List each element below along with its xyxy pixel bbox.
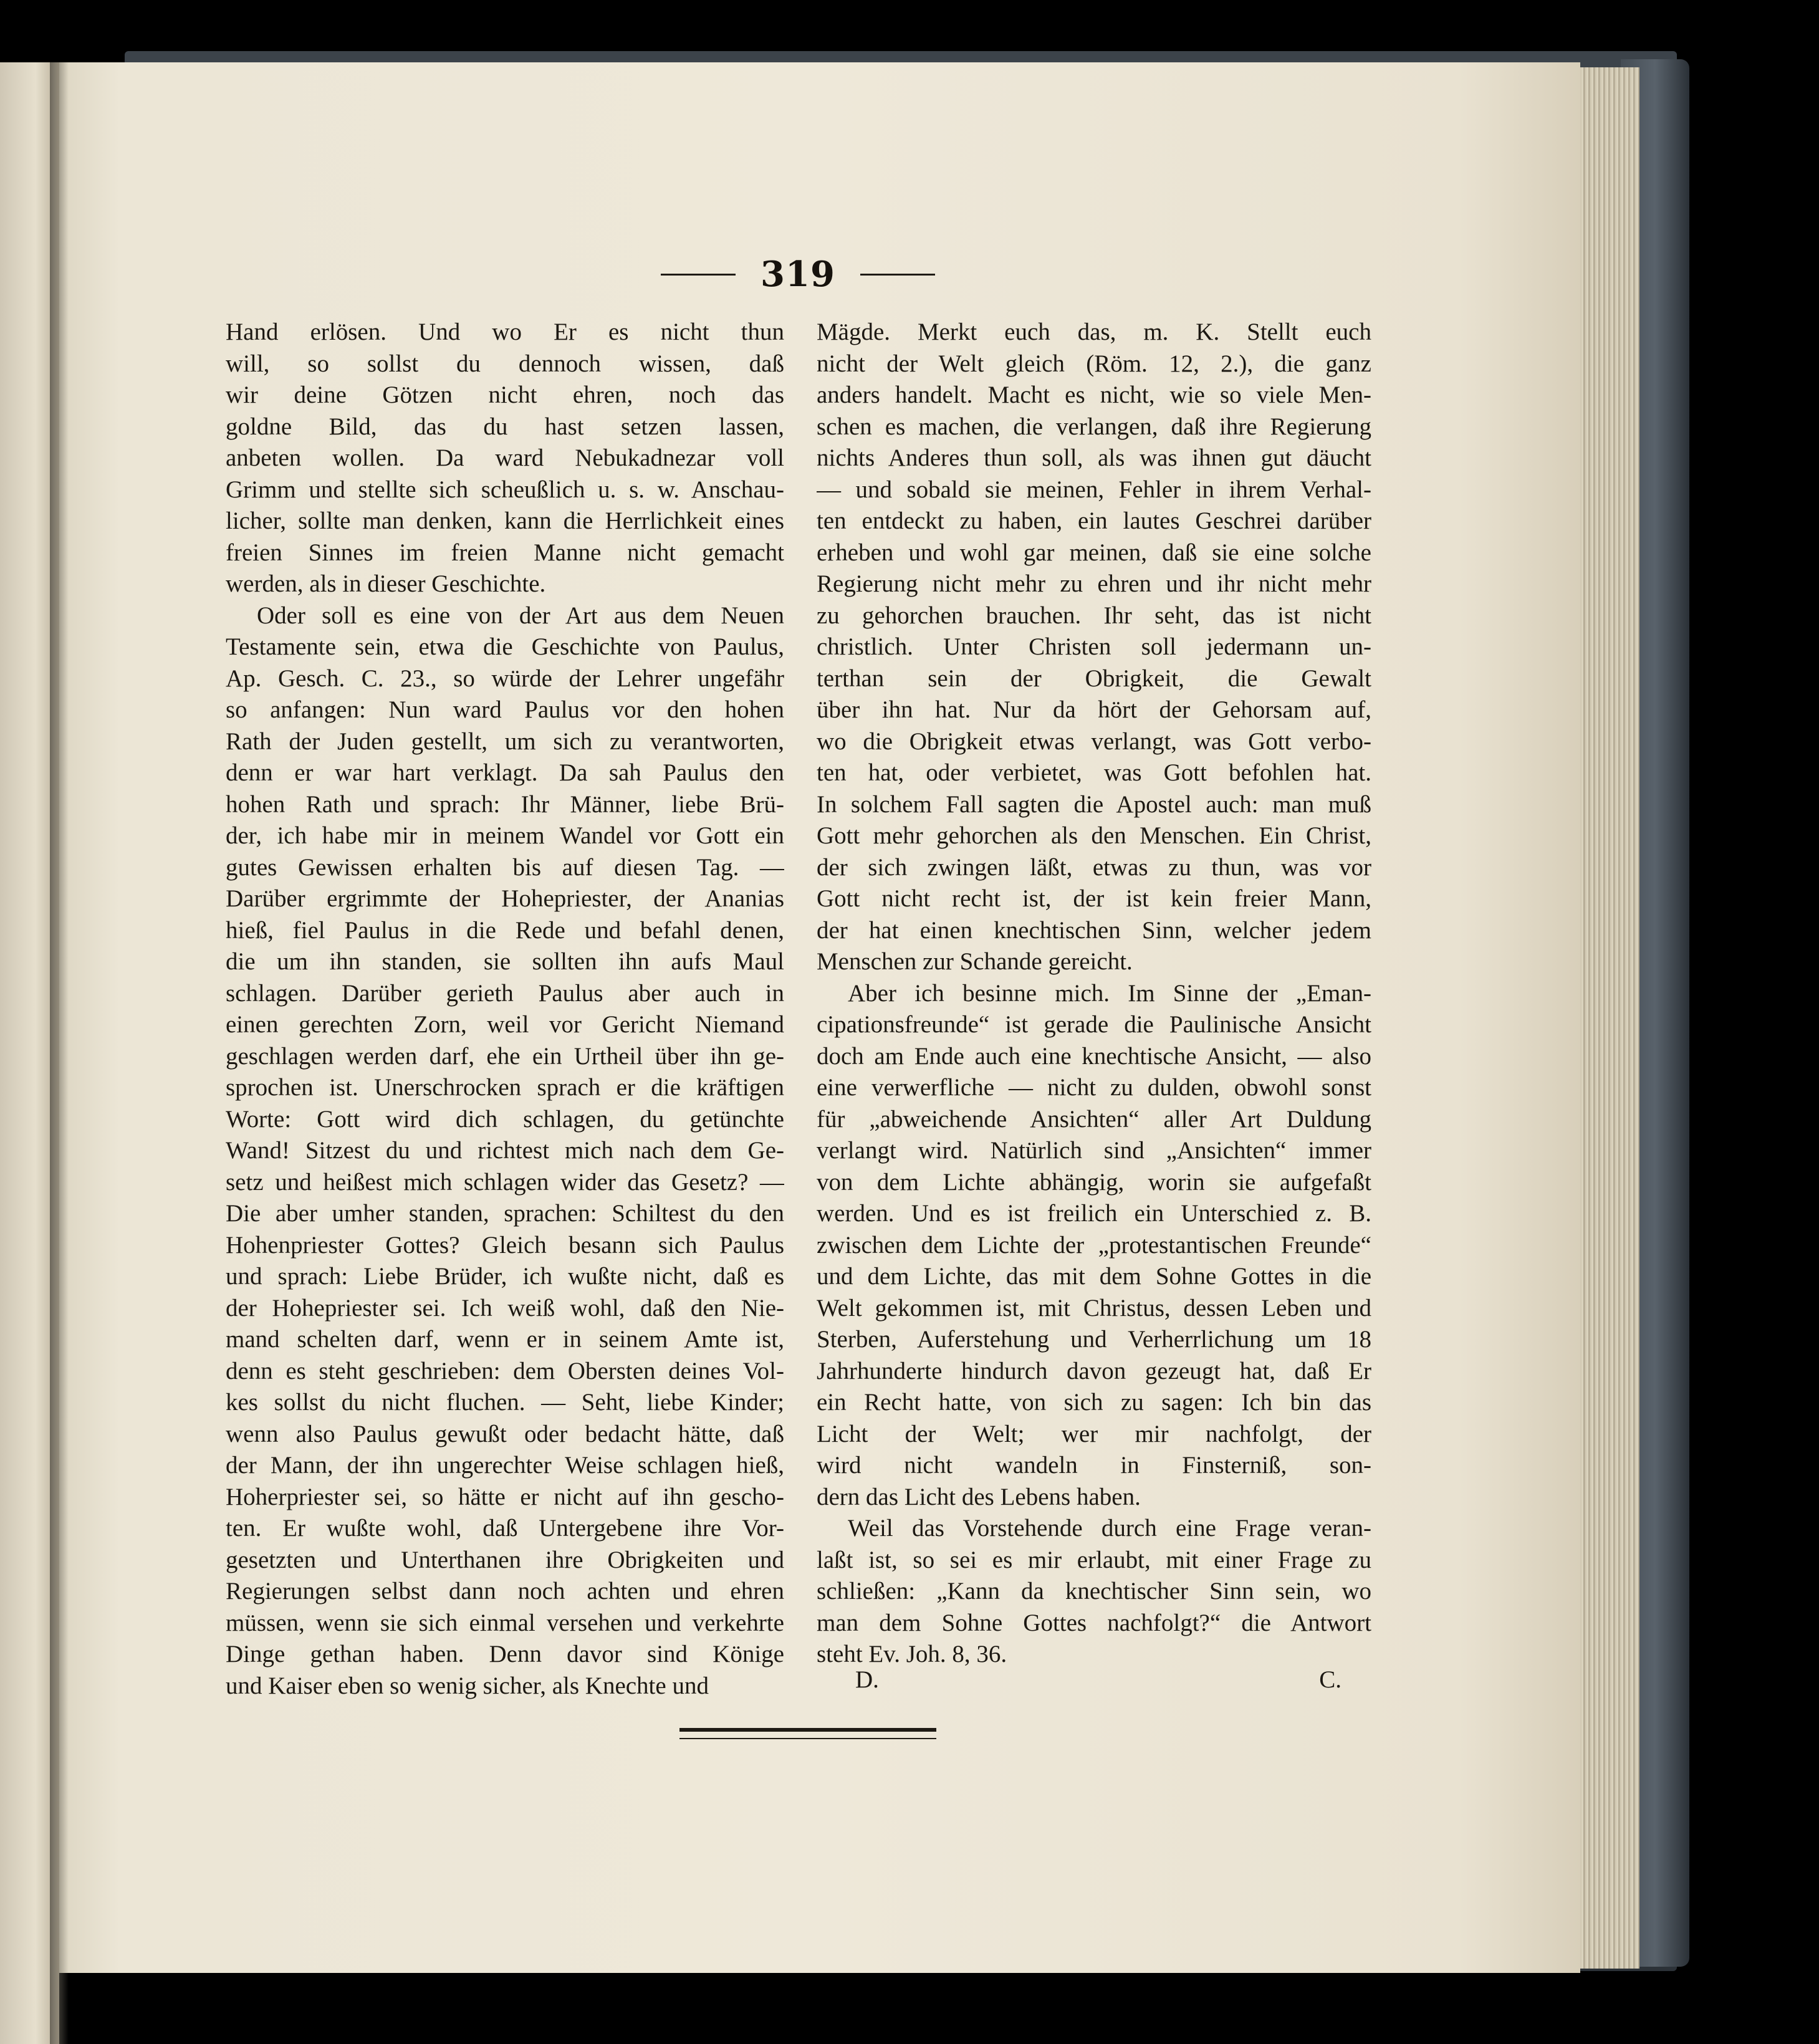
text-line: für „abweichende Ansichten“ aller Art Duldung	[817, 1105, 1371, 1133]
text-line: — und sobald sie meinen, Fehler in ihrem Verhal-	[817, 476, 1371, 503]
text-line: licher, sollte man denken, kann die Herrlichkeit eines	[226, 507, 784, 534]
text-line: terthan sein der Obrigkeit, die Gewalt	[817, 665, 1371, 692]
text-line: und dem Lichte, das mit dem Sohne Gottes in die	[817, 1263, 1371, 1290]
text-line: der hat einen knechtischen Sinn, welcher jedem	[817, 916, 1371, 944]
text-line: Gott mehr gehorchen als den Menschen. Ein Christ,	[817, 822, 1371, 849]
text-line: denn er war hart verklagt. Da sah Paulus den	[226, 759, 784, 786]
text-line: Dinge gethan haben. Denn davor sind Könige	[226, 1641, 784, 1667]
text-line: Menschen zur Schande gereicht.	[817, 948, 1133, 975]
text-line: und sprach: Liebe Brüder, ich wußte nicht, daß es	[226, 1263, 784, 1290]
text-line: Wand! Sitzest du und richtest mich nach dem Ge-	[226, 1137, 784, 1164]
text-line: Jahrhunderte hindurch davon gezeugt hat, daß Er	[817, 1357, 1371, 1384]
text-line: gutes Gewissen erhalten bis auf diesen Tag. —	[226, 853, 784, 881]
page-number: 319	[761, 254, 835, 295]
text-line: die um ihn standen, sie sollten ihn aufs Maul	[226, 948, 784, 975]
gutter-shadow	[50, 62, 69, 2044]
text-line: einen gerechten Zorn, weil vor Gericht Niemand	[226, 1011, 784, 1038]
text-line: Rath der Juden gestellt, um sich zu verantworten,	[226, 727, 784, 755]
text-line: über ihn hat. Nur da hört der Gehorsam auf,	[817, 696, 1371, 723]
text-line: der, ich habe mir in meinem Wandel vor Gott ein	[226, 822, 784, 849]
text-line: laßt ist, so sei es mir erlaubt, mit einer Frage zu	[817, 1546, 1371, 1573]
text-line: schlagen. Darüber gerieth Paulus aber auch in	[226, 979, 784, 1007]
text-line: cipationsfreunde“ ist gerade die Paulinische Ansicht	[817, 1011, 1371, 1038]
page-stack-edge	[1571, 67, 1639, 1969]
text-line: und Kaiser eben so wenig sicher, als Knechte und	[226, 1672, 709, 1699]
text-line: nicht der Welt gleich (Röm. 12, 2.), die ganz	[817, 350, 1371, 377]
text-line: steht Ev. Joh. 8, 36.	[817, 1641, 1007, 1667]
text-line: wird nicht wandeln in Finsterniß, son-	[817, 1452, 1371, 1479]
text-line: zu gehorchen brauchen. Ihr seht, das ist nicht	[817, 602, 1371, 629]
text-line: werden. Und es ist freilich ein Unterschied z. B.	[817, 1200, 1371, 1227]
text-line: mand schelten darf, wenn er in seinem Amte ist,	[226, 1326, 784, 1353]
text-line: zwischen dem Lichte der „protestantischen Freunde“	[817, 1231, 1371, 1259]
text-line: Grimm und stellte sich scheußlich u. s. w. Anschau-	[226, 476, 784, 503]
text-line: Licht der Welt; wer mir nachfolgt, der	[817, 1420, 1371, 1447]
text-line: der Mann, der ihn ungerechter Weise schlagen hieß,	[226, 1452, 784, 1479]
header-rule-left	[661, 274, 736, 276]
text-line: Welt gekommen ist, mit Christus, dessen Leben und	[817, 1294, 1371, 1322]
text-line: anbeten wollen. Da ward Nebukadnezar voll	[226, 444, 784, 471]
text-line: man dem Sohne Gottes nachfolgt?“ die Antwort	[817, 1609, 1371, 1636]
text-column-right	[817, 317, 1371, 1671]
text-line: verlangt wird. Natürlich sind „Ansichten“ immer	[817, 1137, 1371, 1164]
text-line: werden, als in dieser Geschichte.	[226, 570, 546, 597]
text-line: müssen, wenn sie sich einmal versehen und verkehrte	[226, 1609, 784, 1636]
text-line: ten entdeckt zu haben, ein lautes Geschrei darüber	[817, 507, 1371, 534]
text-line: anders handelt. Macht es nicht, wie so viele Men-	[817, 381, 1371, 408]
page-header	[636, 249, 960, 299]
text-line: setz und heißest mich schlagen wider das Gesetz? —	[226, 1168, 784, 1196]
text-line: Die aber umher standen, sprachen: Schiltest du den	[226, 1200, 784, 1227]
text-line: Mägde. Merkt euch das, m. K. Stellt euch	[817, 319, 1371, 345]
text-line: geschlagen werden darf, ehe ein Urtheil über ihn ge-	[226, 1042, 784, 1070]
text-line: schließen: „Kann da knechtischer Sinn sein, wo	[817, 1578, 1371, 1605]
text-line: kes sollst du nicht fluchen. — Seht, liebe Kinder;	[226, 1389, 784, 1416]
text-line: ten hat, oder verbietet, was Gott befohlen hat.	[817, 759, 1371, 786]
signature	[855, 1666, 1341, 1697]
text-line: hieß, fiel Paulus in die Rede und befahl denen,	[226, 916, 784, 944]
text-line: Regierungen selbst dann noch achten und ehren	[226, 1578, 784, 1605]
text-line: christlich. Unter Christen soll jedermann un-	[817, 633, 1371, 660]
text-line: will, so sollst du dennoch wissen, daß	[226, 350, 784, 377]
text-line: so anfangen: Nun ward Paulus vor den hohen	[226, 696, 784, 723]
text-line: wir deine Götzen nicht ehren, noch das	[226, 381, 784, 408]
text-line: Testamente sein, etwa die Geschichte von Paulus,	[226, 633, 784, 660]
text-line: eine verwerfliche — nicht zu dulden, obwohl sonst	[817, 1074, 1371, 1101]
text-line: ein Recht hatte, von sich zu sagen: Ich bin das	[817, 1389, 1371, 1416]
text-line: dern das Licht des Lebens haben.	[817, 1483, 1141, 1510]
text-column-left	[226, 317, 784, 1702]
end-rule	[679, 1728, 936, 1739]
text-line: freien Sinnes im freien Manne nicht gemacht	[226, 539, 784, 566]
header-rule-right	[860, 274, 935, 276]
text-line: gesetzten und Unterthanen ihre Obrigkeiten und	[226, 1546, 784, 1573]
text-line: wenn also Paulus gewußt oder bedacht hätte, daß	[226, 1420, 784, 1447]
signature-initial-right: C.	[1319, 1666, 1341, 1693]
text-line: der Hohepriester sei. Ich weiß wohl, daß den Nie-	[226, 1294, 784, 1322]
text-line: Gott nicht recht ist, der ist kein freier Mann,	[817, 885, 1371, 912]
text-line: schen es machen, die verlangen, daß ihre Regierung	[817, 413, 1371, 440]
text-line: Weil das Vorstehende durch eine Frage veran-	[848, 1515, 1371, 1542]
text-line: Hoherpriester sei, so hätte er nicht auf ihn gescho-	[226, 1483, 784, 1510]
text-line: von dem Lichte abhängig, worin sie aufgefaßt	[817, 1168, 1371, 1196]
text-line: Regierung nicht mehr zu ehren und ihr nicht mehr	[817, 570, 1371, 597]
text-line: denn es steht geschrieben: dem Obersten deines Vol-	[226, 1357, 784, 1384]
text-line: Hand erlösen. Und wo Er es nicht thun	[226, 319, 784, 345]
text-line: erheben und wohl gar meinen, daß sie eine solche	[817, 539, 1371, 566]
text-line: Worte: Gott wird dich schlagen, du getünchte	[226, 1105, 784, 1133]
text-line: ten. Er wußte wohl, daß Untergebene ihre Vor-	[226, 1515, 784, 1542]
text-line: Oder soll es eine von der Art aus dem Neuen	[257, 602, 784, 629]
text-line: sprochen ist. Unerschrocken sprach er die kräftigen	[226, 1074, 784, 1101]
text-line: Aber ich besinne mich. Im Sinne der „Eman-	[848, 979, 1371, 1007]
text-line: goldne Bild, das du hast setzen lassen,	[226, 413, 784, 440]
text-line: Darüber ergrimmte der Hohepriester, der Ananias	[226, 885, 784, 912]
text-line: In solchem Fall sagten die Apostel auch: man muß	[817, 790, 1371, 818]
text-line: doch am Ende auch eine knechtische Ansicht, — also	[817, 1042, 1371, 1070]
text-line: der sich zwingen läßt, etwas zu thun, was vor	[817, 853, 1371, 881]
text-line: nichts Anderes thun soll, als was ihnen gut däucht	[817, 444, 1371, 471]
text-line: wo die Obrigkeit etwas verlangt, was Gott verbo-	[817, 727, 1371, 755]
text-line: hohen Rath und sprach: Ihr Männer, liebe Brü-	[226, 790, 784, 818]
text-line: Ap. Gesch. C. 23., so würde der Lehrer ungefähr	[226, 665, 784, 692]
text-line: Hohenpriester Gottes? Gleich besann sich Paulus	[226, 1231, 784, 1259]
signature-initial-left: D.	[855, 1666, 879, 1693]
text-line: Sterben, Auferstehung und Verherrlichung um 18	[817, 1326, 1371, 1353]
